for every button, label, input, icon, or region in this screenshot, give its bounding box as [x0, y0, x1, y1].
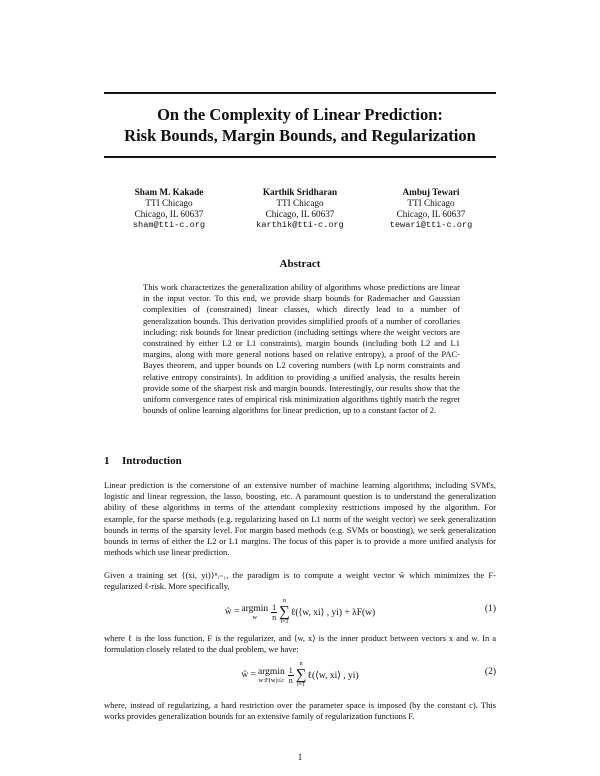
author-location: Chicago, IL 60637: [396, 209, 466, 219]
author-name: Ambuj Tewari: [402, 187, 460, 197]
equation-number: (1): [484, 604, 496, 614]
author-location: Chicago, IL 60637: [134, 209, 204, 219]
sigma-icon: ∑: [279, 604, 290, 620]
intro-paragraph-2: Given a training set {(xi, yi)}ⁿᵢ₌₁, the paradigm is to compute a weight vector ŵ which minimizes the F-regularized ℓ-risk. More specifically,: [104, 570, 496, 592]
section-heading: [104, 455, 182, 467]
eq-sum: [279, 598, 290, 626]
paper-title: [104, 104, 496, 146]
author-email[interactable]: tewari@tti-c.org: [389, 220, 473, 230]
equation-1: [104, 592, 496, 632]
eq-sum-top: n: [282, 598, 286, 604]
eq-fraction: [271, 603, 277, 622]
eq-frac-bottom: n: [288, 675, 293, 685]
intro-paragraph-4: where, instead of regularizing, a hard restriction over the parameter space is imposed (by the constant c). This works provides generalization bounds for an extensive family of regularization functions F.: [104, 700, 496, 722]
author-email[interactable]: karthik@tti-c.org: [256, 220, 344, 230]
equation-body: [104, 592, 496, 632]
author-affiliation: TTI Chicago: [407, 198, 455, 208]
eq-sum: [296, 661, 307, 689]
author-block: [104, 187, 496, 235]
sigma-icon: ∑: [295, 667, 307, 683]
eq-frac-bottom: n: [272, 612, 277, 622]
intro-paragraph-1: Linear prediction is the cornerstone of an extensive number of machine learning algorithms, including SVM's, logistic and linear regression, the lasso, boosting, etc. A paramount question is to understand the generalization ability of these algorithms in terms of the attendant complexity restrictions imposed by the algorithm. For example, for the sparse methods (e.g. regularizing based on L1 norm of the weight vector) we seek generalization bounds in terms of the sparsity level. For margin based methods (e.g. SVMs or boosting), we seek generalization bounds in terms of either the L2 or L1 margins. The focus of this paper is to provide a more unified analysis for methods which use linear prediction.: [104, 480, 496, 558]
eq-frac-top: 1: [272, 602, 277, 612]
title-line-1: On the Complexity of Linear Prediction:: [157, 105, 443, 124]
eq-frac-top: 1: [288, 665, 293, 675]
author-affiliation: TTI Chicago: [276, 198, 324, 208]
title-bottom-rule: [104, 156, 496, 158]
eq-summand: ℓ(⟨w, xi⟩ , yi) + λF(w): [290, 607, 376, 618]
title-line-2: Risk Bounds, Margin Bounds, and Regularization: [124, 126, 476, 145]
eq-sum-bottom: i=1: [280, 619, 289, 625]
equation-number: (2): [484, 667, 496, 677]
author-2: [235, 187, 365, 231]
author-email[interactable]: sham@tti-c.org: [132, 220, 206, 230]
equation-body: [104, 655, 496, 695]
author-1: [104, 187, 234, 231]
author-name: Karthik Sridharan: [262, 187, 338, 197]
abstract-heading: Abstract: [279, 258, 321, 270]
eq-fraction: [288, 666, 294, 685]
equation-2: [104, 655, 496, 695]
eq-summand: ℓ(⟨w, xi⟩ , yi): [307, 670, 359, 681]
eq-lhs: ŵ =: [241, 670, 256, 680]
section-number: 1: [104, 455, 110, 467]
eq-operator: [258, 667, 285, 684]
title-top-rule: [104, 92, 496, 94]
eq-lhs: ŵ =: [224, 607, 240, 617]
page-number: 1: [297, 752, 303, 762]
author-name: Sham M. Kakade: [134, 187, 204, 197]
eq-op-name: argmin: [241, 603, 269, 614]
intro-paragraph-3: where ℓ is the loss function, F is the regularizer, and ⟨w, x⟩ is the inner product between vectors x and w. In a formulation closely related to the dual problem, we have:: [104, 633, 496, 655]
abstract-text: This work characterizes the generalization ability of algorithms whose predictions are linear in the input vector. To this end, we provide sharp bounds for Rademacher and Gaussian complexities of (constrained) linear classes, which directly lead to a number of generalization bounds. This derivation provides simplified proofs of a number of corollaries including: risk bounds for linear prediction (including settings where the weight vectors are constrained by either L2 or L1 constraints), margin bounds (including both L2 and L1 margins, along with more general notions based on relative entropy), a proof of the PAC-Bayes theorem, and upper bounds on L2 covering numbers (with Lp norm constraints and relative entropy constraints). In addition to providing a unified analysis, the results herein provide some of the sharpest risk and margin bounds. Interestingly, our results show that the uniform convergence rates of empirical risk minimization algorithms tightly match the regret bounds of online learning algorithms for linear prediction, up to a constant factor of 2.: [143, 282, 460, 416]
eq-op-subscript: w: [252, 613, 258, 621]
section-title: Introduction: [122, 455, 182, 467]
eq-sum-top: n: [299, 661, 303, 667]
author-location: Chicago, IL 60637: [265, 209, 335, 219]
eq-op-subscript: w:F(w)≤c: [258, 676, 285, 684]
author-3: [366, 187, 496, 231]
author-affiliation: TTI Chicago: [145, 198, 193, 208]
eq-operator: [241, 604, 268, 621]
eq-op-name: argmin: [257, 666, 285, 677]
eq-sum-bottom: i=1: [297, 682, 306, 688]
